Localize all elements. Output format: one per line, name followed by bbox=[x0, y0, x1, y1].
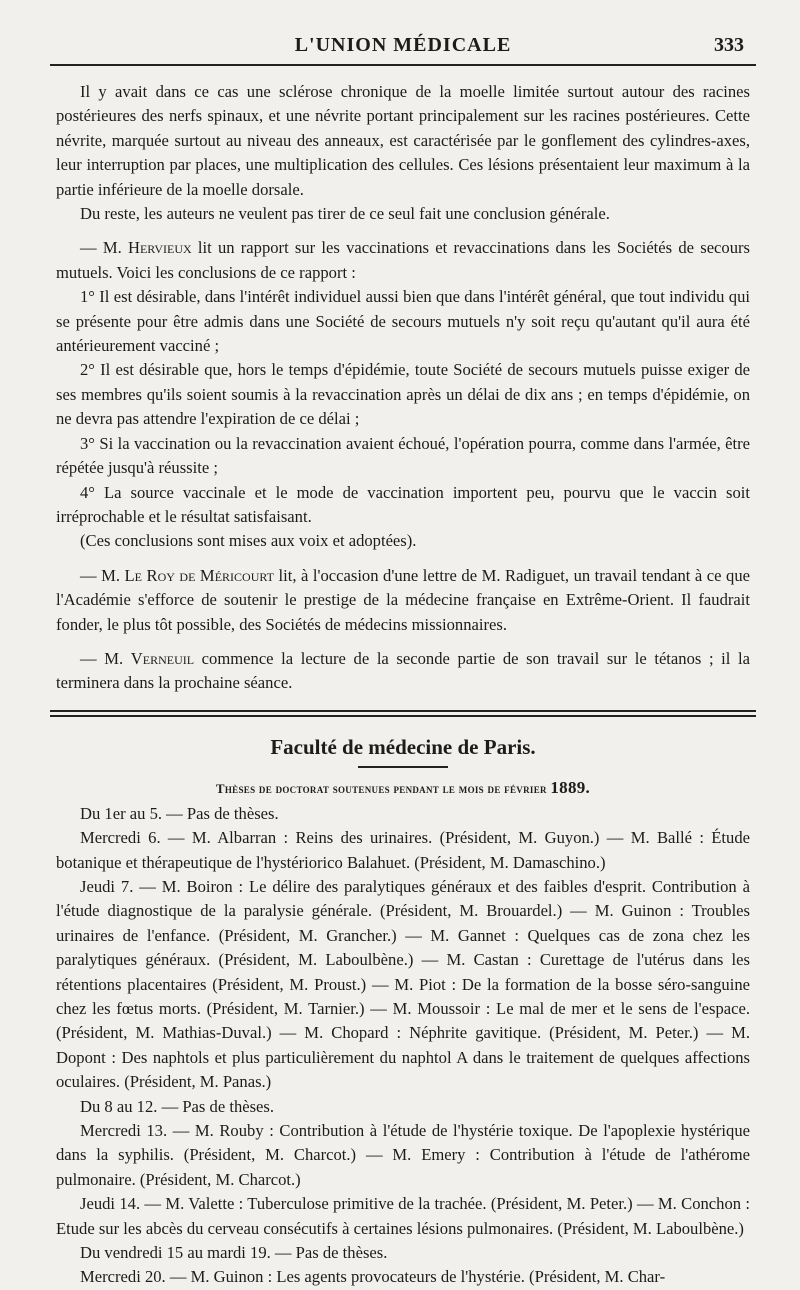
thesis-entry: Jeudi 14. — M. Valette : Tuberculose primitive de la trachée. (Président, M. Peter.) — M. Conchon : Etude sur les abcès du cerveau consécutifs à certaines lésions pulmonaires. (Président, M. Laboulbène.) bbox=[56, 1194, 750, 1238]
conclusion-note: (Ces conclusions sont mises aux voix et adoptées). bbox=[80, 531, 417, 551]
paragraph: Du reste, les auteurs ne veulent pas tirer de ce seul fait une conclusion générale. bbox=[80, 204, 610, 224]
leroy-paragraph bbox=[56, 564, 750, 637]
thesis-list bbox=[56, 802, 750, 1290]
thesis-entry: Jeudi 7. — M. Boiron : Le délire des paralytiques généraux et des faibles d'esprit. Contribution à l'étude diagnostique de la paralysie générale. (Président, M. Brouardel.) — M. Guinon : Troubles urinaires de l'enfance. (Président, M. Grancher.) — M. Gannet : Quelques cas de zona chez les paralytiques généraux. (Président, M. Laboulbène.) — M. Castan : Curettage de l'utérus dans les rétentions placentaires (Président, M. Proust.) — M. Piot : De la formation de la bosse séro-sanguine chez les fœtus morts. (Président, M. Tarnier.) — M. Moussoir : Le mal de mer et le sens de l'espace. (Président, M. Mathias-Duval.) — M. Chopard : Néphrite gavitique. (Président, M. Peter.) — M. Dopont : Des naphtols et plus particulièrement du naphtol A dans le traitement de quelques affections oculaires. (Président, M. Panas.) bbox=[56, 876, 750, 1092]
dash-prefix: — M. bbox=[80, 565, 125, 585]
thesis-entry: Mercredi 20. — M. Guinon : Les agents provocateurs de l'hystérie. (Président, M. Char- bbox=[80, 1267, 666, 1287]
paragraph-text: commence la lecture de la seconde partie de son travail sur le tétanos ; il la terminera dans la prochaine séance. bbox=[56, 648, 751, 693]
speaker-name: Hervieux bbox=[127, 238, 192, 258]
dash-prefix: — M. bbox=[80, 648, 131, 668]
speaker-name: Verneuil bbox=[130, 648, 195, 668]
paragraph-text: lit un rapport sur les vaccinations et revaccinations dans les Sociétés de secours mutuels. Voici les conclusions de ce rapport : bbox=[56, 238, 750, 282]
page-number: 333 bbox=[714, 34, 744, 56]
subtitle-text: Thèses de doctorat soutenues pendant le mois de février bbox=[215, 780, 547, 796]
journal-title: L'UNION MÉDICALE bbox=[294, 34, 512, 56]
dash-prefix: — M. bbox=[80, 238, 128, 258]
paragraph: Il y avait dans ce cas une sclérose chronique de la moelle limitée surtout autour des racines postérieures des nerfs spinaux, et une névrite portant principalement sur les racines postérieures. Cette névrite, marquée surtout au niveau des anneaux, est caractérisée par le gonflement des cylindres-axes, leur interruption par places, une multiplication des cellules. Ces lésions présentaient leur maximum à la partie inférieure de la moelle dorsale. bbox=[56, 82, 750, 199]
running-header bbox=[56, 0, 750, 64]
hervieux-paragraph bbox=[56, 236, 750, 285]
section-separator bbox=[50, 710, 756, 717]
thesis-entry: Du 8 au 12. — Pas de thèses. bbox=[80, 1096, 275, 1116]
section-title: Faculté de médecine de Paris. bbox=[270, 734, 536, 759]
thesis-entry: Mercredi 6. — M. Albarran : Reins des urinaires. (Président, M. Guyon.) — M. Ballé : Étude botanique et thérapeutique de l'hystériorico Balahuet. (Président, M. Damaschino.) bbox=[56, 828, 750, 872]
section-subtitle bbox=[56, 778, 750, 798]
article-body bbox=[56, 80, 750, 696]
paragraph-text: lit, à l'occasion d'une lettre de M. Radiguet, un travail tendant à ce que l'Académie s'efforce de soutenir le prestige de la médecine française en Extrême-Orient. Il faudrait fonder, le plus tôt possible, des Sociétés de médecins missionnaires. bbox=[56, 565, 751, 634]
thesis-entry: Mercredi 13. — M. Rouby : Contribution à l'étude de l'hystérie toxique. De l'apoplexie hystérique dans la syphilis. (Président, M. Charcot.) — M. Emery : Contribution à l'étude de l'athérome pulmonaire. (Président, M. Charcot.) bbox=[56, 1121, 750, 1189]
speaker-name: Le Roy de Méricourt bbox=[124, 565, 274, 585]
header-rule bbox=[50, 64, 756, 66]
conclusion-item: 2° Il est désirable que, hors le temps d'épidémie, toute Société de secours mutuels puisse exiger de ses membres qu'ils soient soumis à la revaccination après un délai de dix ans ; en temps d'épidémie, on ne devra pas attendre l'expiration de ce délai ; bbox=[56, 360, 750, 429]
conclusion-item: 4° La source vaccinale et le mode de vaccination importent peu, pourvu que le vaccin soit irréprochable et le résultat satisfaisant. bbox=[56, 482, 750, 526]
subtitle-year: 1889. bbox=[550, 777, 591, 797]
thesis-entry: Du vendredi 15 au mardi 19. — Pas de thèses. bbox=[80, 1243, 388, 1263]
title-underline bbox=[358, 766, 448, 768]
verneuil-paragraph bbox=[56, 647, 750, 696]
thesis-entry: Du 1er au 5. — Pas de thèses. bbox=[80, 803, 279, 823]
conclusion-item: 3° Si la vaccination ou la revaccination avaient échoué, l'opération pourra, comme dans l'armée, être répétée jusqu'à réussite ; bbox=[56, 433, 750, 478]
conclusion-item: 1° Il est désirable, dans l'intérêt individuel aussi bien que dans l'intérêt général, que tout individu qui se présente pour être admis dans une Société de secours mutuels n'y soit reçu qu'autant qu'il aura été antérieurement vacciné ; bbox=[56, 287, 750, 356]
